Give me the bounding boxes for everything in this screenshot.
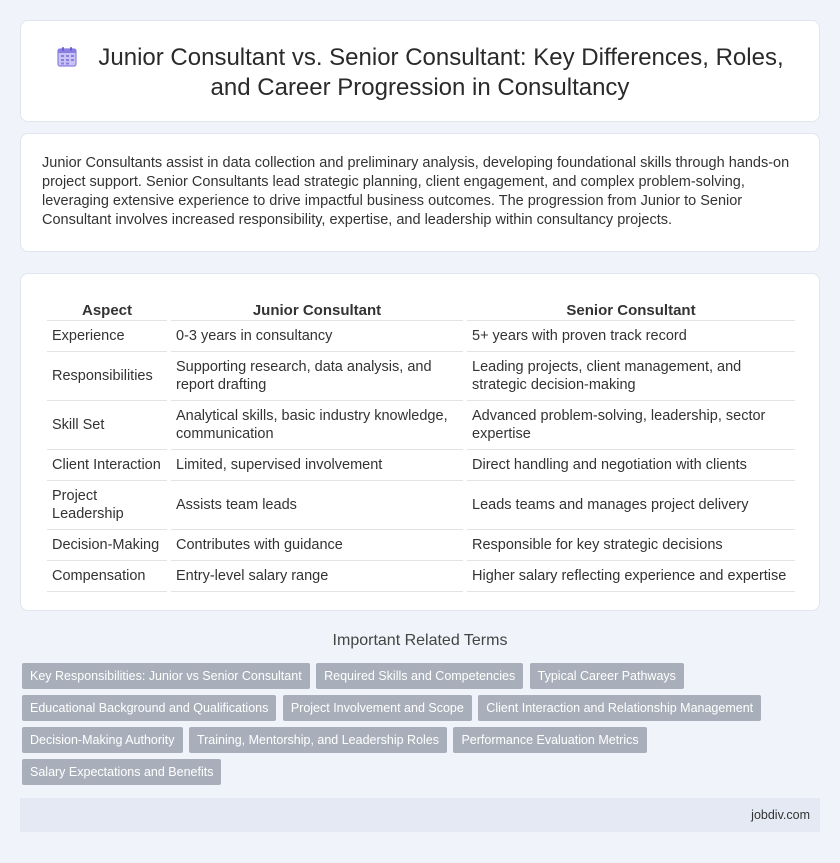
footer-site-link[interactable]: jobdiv.com (751, 808, 810, 822)
header-junior: Junior Consultant (171, 295, 463, 321)
cell-aspect: Responsibilities (47, 352, 167, 401)
table-row (47, 401, 795, 450)
cell-aspect: Compensation (47, 561, 167, 592)
table-row (47, 530, 795, 561)
related-term-tag[interactable]: Salary Expectations and Benefits (22, 759, 221, 785)
title-line-2: and Career Progression in Consultancy (210, 74, 630, 101)
cell-aspect: Client Interaction (47, 450, 167, 481)
cell-senior: 5+ years with proven track record (467, 321, 795, 352)
table-row (47, 352, 795, 401)
cell-aspect: Decision-Making (47, 530, 167, 561)
cell-aspect: Project Leadership (47, 481, 167, 530)
comparison-card (20, 273, 820, 611)
cell-junior: Supporting research, data analysis, and report drafting (171, 352, 463, 401)
title-line-1: Junior Consultant vs. Senior Consultant: Key Differences, Roles, (98, 44, 784, 71)
cell-senior: Leads teams and manages project delivery (467, 481, 795, 530)
intro-card (20, 133, 820, 252)
cell-senior: Responsible for key strategic decisions (467, 530, 795, 561)
cell-senior: Direct handling and negotiation with clients (467, 450, 795, 481)
cell-junior: Contributes with guidance (171, 530, 463, 561)
table-row (47, 481, 795, 530)
cell-aspect: Experience (47, 321, 167, 352)
related-term-tag[interactable]: Typical Career Pathways (530, 663, 684, 689)
cell-junior: Analytical skills, basic industry knowledge, communication (171, 401, 463, 450)
title-card (20, 20, 820, 122)
table-header-row (47, 295, 795, 321)
cell-aspect: Skill Set (47, 401, 167, 450)
cell-senior: Higher salary reflecting experience and expertise (467, 561, 795, 592)
related-terms-list (22, 663, 802, 791)
document-icon (56, 46, 78, 68)
related-terms-heading: Important Related Terms (332, 632, 508, 649)
table-row (47, 321, 795, 352)
cell-senior: Advanced problem-solving, leadership, sector expertise (467, 401, 795, 450)
cell-junior: Limited, supervised involvement (171, 450, 463, 481)
related-term-tag[interactable]: Client Interaction and Relationship Management (478, 695, 761, 721)
related-term-tag[interactable]: Key Responsibilities: Junior vs Senior Consultant (22, 663, 310, 689)
cell-junior: Assists team leads (171, 481, 463, 530)
cell-junior: 0-3 years in consultancy (171, 321, 463, 352)
page-title (21, 43, 819, 103)
table-row (47, 450, 795, 481)
table-row (47, 561, 795, 592)
header-senior: Senior Consultant (467, 295, 795, 321)
comparison-table (43, 295, 799, 592)
intro-paragraph: Junior Consultants assist in data collection and preliminary analysis, developing foundational skills through hands-on project support. Senior Consultants lead strategic planning, client engagement, and complex problem-solving, leveraging extensive experience to drive impactful business outcomes. The progression from Junior to Senior Consultant involves increased responsibility, expertise, and leadership within consultancy projects. (42, 155, 790, 228)
footer-bar (20, 798, 820, 832)
related-term-tag[interactable]: Required Skills and Competencies (316, 663, 523, 689)
related-term-tag[interactable]: Performance Evaluation Metrics (453, 727, 646, 753)
related-term-tag[interactable]: Educational Background and Qualifications (22, 695, 276, 721)
cell-senior: Leading projects, client management, and strategic decision-making (467, 352, 795, 401)
header-aspect: Aspect (47, 295, 167, 321)
related-term-tag[interactable]: Project Involvement and Scope (283, 695, 472, 721)
cell-junior: Entry-level salary range (171, 561, 463, 592)
related-term-tag[interactable]: Training, Mentorship, and Leadership Roles (189, 727, 447, 753)
related-term-tag[interactable]: Decision-Making Authority (22, 727, 183, 753)
